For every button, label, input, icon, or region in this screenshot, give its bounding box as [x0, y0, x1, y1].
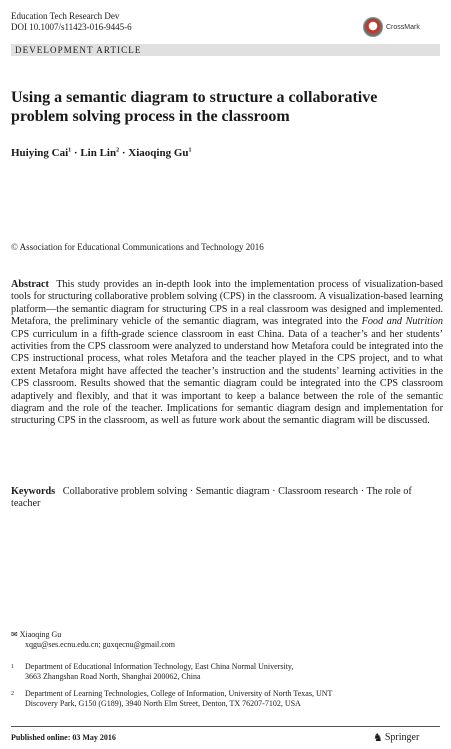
author-affiliation-marker: 1 — [188, 147, 192, 154]
affiliation-number: 1 — [11, 664, 14, 670]
title-line-2: problem solving process in the classroom — [11, 108, 290, 125]
affiliation-2 — [11, 689, 441, 709]
contact-emails[interactable]: xqgu@ses.ecnu.edu.cn; guxqecnu@gmail.com — [25, 640, 176, 649]
affiliation-line: Discovery Park, G150 (G189), 3940 North Elm Street, Denton, TX 76207-7102, USA — [25, 699, 301, 708]
doi[interactable]: DOI 10.1007/s11423-016-9445-6 — [11, 22, 132, 32]
abstract-text: This study provides an in-depth look into the implementation process of visualization-based tools for structuring collaborative problem solving (CPS) in the classroom. A visualization-based learning platform—the semantic diagram for structuring CPS in a real classroom was designed and implemented. Metafora, the preliminary vehicle of the semantic diagram, was integrated into the Food and Nutrition CPS curriculum in a fifth-grade science classroom in east China. Data of a teacher’s and her students’ activities from the CPS classroom were analyzed to understand how Metafora could be integrated into the CPS instructional process, what roles Metafora and the teacher played in the CPS project, and to what extent Metafora might have affected the teacher’s instruction and the students’ learning activities in the CPS classroom. Results showed that the semantic diagram could be integrated into the CPS classroom adaptively and flexibly, and that it was important to keep a balance between the role of the semantic diagram and the role of the teacher. Implications for semantic diagram design and implementation for structuring CPS in the classroom, as well as future work about the semantic diagram will be discussed. — [11, 279, 443, 427]
crossmark-badge[interactable] — [363, 17, 420, 37]
affiliation-line: Department of Educational Information Technology, East China Normal University, — [25, 662, 294, 671]
author-name[interactable]: Xiaoqing Gu — [128, 147, 189, 159]
author-separator: · — [71, 147, 81, 159]
journal-name: Education Tech Research Dev — [11, 11, 120, 21]
article-type-label: DEVELOPMENT ARTICLE — [15, 45, 142, 55]
keywords-label: Keywords — [11, 486, 56, 497]
published-date: Published online: 03 May 2016 — [11, 733, 116, 742]
abstract — [11, 279, 443, 428]
crossmark-label: CrossMark — [386, 23, 420, 31]
author-affiliation-marker: 1 — [68, 147, 72, 154]
article-title — [11, 88, 443, 126]
author-affiliation-marker: 2 — [116, 147, 120, 154]
copyright-notice: © Association for Educational Communications and Technology 2016 — [11, 242, 264, 252]
journal-header — [11, 11, 132, 33]
author-name[interactable]: Huiying Cai — [11, 147, 69, 159]
author-list — [11, 147, 192, 159]
keywords — [11, 486, 443, 511]
footer-rule — [11, 726, 440, 727]
crossmark-icon — [363, 17, 383, 37]
contact-name: Xiaoqing Gu — [19, 630, 62, 639]
abstract-label: Abstract — [11, 279, 49, 290]
affiliation-number: 2 — [11, 691, 14, 697]
keywords-text: Collaborative problem solving · Semantic diagram · Classroom research · The role of teacher — [11, 486, 412, 510]
author-separator: · — [119, 147, 129, 159]
envelope-icon: ✉ — [11, 630, 18, 639]
affiliation-1 — [11, 662, 441, 682]
springer-horse-icon: ♞ — [373, 731, 383, 744]
affiliation-line: 3663 Zhangshan Road North, Shanghai 200062, China — [25, 672, 201, 681]
corresponding-author — [11, 630, 441, 650]
article-type-bar — [11, 44, 440, 56]
author-name[interactable]: Lin Lin — [80, 147, 117, 159]
affiliation-line: Department of Learning Technologies, College of Information, University of North Texas, UNT — [25, 689, 333, 698]
publisher-name: Springer — [384, 732, 420, 743]
springer-logo[interactable] — [373, 731, 419, 744]
curriculum-name: Food and Nutrition — [361, 316, 443, 328]
title-line-1: Using a semantic diagram to structure a collaborative — [11, 89, 378, 106]
